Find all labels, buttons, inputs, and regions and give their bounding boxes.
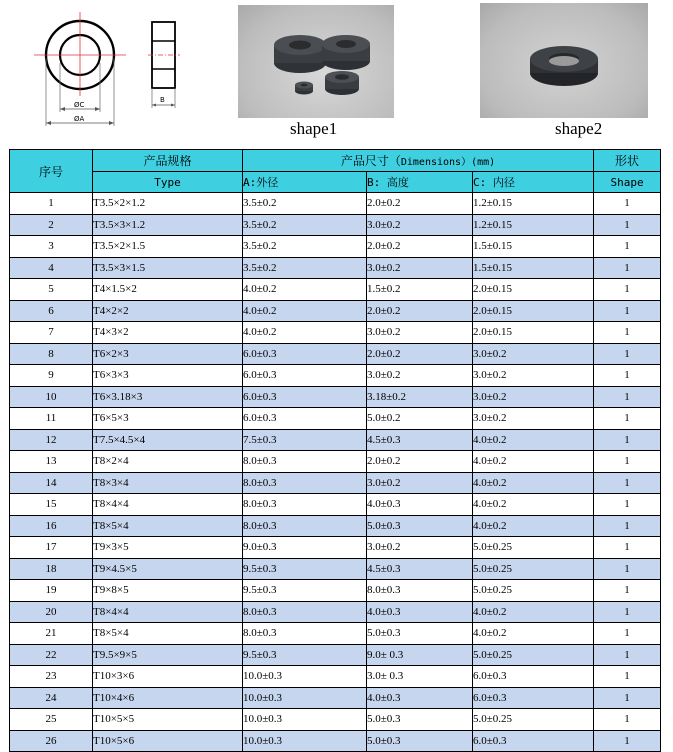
- table-row: [10, 580, 661, 602]
- type-cell: T10×3×6: [93, 666, 243, 688]
- row-number: 8: [10, 343, 93, 365]
- type-cell: T8×3×4: [93, 472, 243, 494]
- inner-diameter-cell: 1.2±0.15: [473, 193, 594, 215]
- height-cell: 5.0±0.3: [367, 709, 473, 731]
- outer-diameter-cell: 3.5±0.2: [243, 214, 367, 236]
- type-cell: T4×2×2: [93, 300, 243, 322]
- row-number: 4: [10, 257, 93, 279]
- inner-diameter-cell: 3.0±0.2: [473, 343, 594, 365]
- outer-diameter-cell: 8.0±0.3: [243, 601, 367, 623]
- table-row: [10, 236, 661, 258]
- table-row: [10, 687, 661, 709]
- height-cell: 9.0± 0.3: [367, 644, 473, 666]
- header-shape-en: Shape: [594, 172, 661, 193]
- outer-diameter-cell: 10.0±0.3: [243, 709, 367, 731]
- inner-diameter-cell: 4.0±0.2: [473, 494, 594, 516]
- toroid-spec-table: [9, 149, 661, 752]
- outer-diameter-cell: 7.5±0.3: [243, 429, 367, 451]
- type-cell: T6×5×3: [93, 408, 243, 430]
- outer-diameter-cell: 9.0±0.3: [243, 537, 367, 559]
- header-col-c: C: 内径: [473, 172, 594, 193]
- row-number: 17: [10, 537, 93, 559]
- row-number: 13: [10, 451, 93, 473]
- toroid-dimension-drawing: [30, 8, 220, 133]
- inner-diameter-cell: 3.0±0.2: [473, 408, 594, 430]
- row-number: 3: [10, 236, 93, 258]
- type-cell: T6×3.18×3: [93, 386, 243, 408]
- height-cell: 2.0±0.2: [367, 300, 473, 322]
- table-row: [10, 537, 661, 559]
- type-cell: T9.5×9×5: [93, 644, 243, 666]
- height-cell: 2.0±0.2: [367, 451, 473, 473]
- shape-cell: 1: [594, 537, 661, 559]
- shape-cell: 1: [594, 214, 661, 236]
- type-cell: T7.5×4.5×4: [93, 429, 243, 451]
- header-spec-cn: 产品规格: [93, 150, 243, 172]
- outer-diameter-cell: 8.0±0.3: [243, 623, 367, 645]
- table-row: [10, 214, 661, 236]
- table-row: [10, 386, 661, 408]
- shape-cell: 1: [594, 666, 661, 688]
- inner-diameter-cell: 4.0±0.2: [473, 472, 594, 494]
- inner-diameter-cell: 6.0±0.3: [473, 730, 594, 752]
- inner-diameter-cell: 1.5±0.15: [473, 257, 594, 279]
- outer-diameter-cell: 3.5±0.2: [243, 257, 367, 279]
- table-row: [10, 365, 661, 387]
- height-cell: 2.0±0.2: [367, 343, 473, 365]
- header-col-a: A:外径: [243, 172, 367, 193]
- table-row: [10, 343, 661, 365]
- height-cell: 5.0±0.3: [367, 623, 473, 645]
- dimension-b-label: B: [160, 96, 165, 104]
- inner-diameter-cell: 5.0±0.25: [473, 580, 594, 602]
- row-number: 1: [10, 193, 93, 215]
- height-cell: 5.0±0.3: [367, 730, 473, 752]
- shape-cell: 1: [594, 279, 661, 301]
- height-cell: 3.0±0.2: [367, 322, 473, 344]
- shape-cell: 1: [594, 558, 661, 580]
- dimension-a-label: ØA: [74, 115, 85, 123]
- table-row: [10, 709, 661, 731]
- header-col-b: B: 高度: [367, 172, 473, 193]
- row-number: 11: [10, 408, 93, 430]
- outer-diameter-cell: 3.5±0.2: [243, 193, 367, 215]
- inner-diameter-cell: 4.0±0.2: [473, 451, 594, 473]
- type-cell: T6×2×3: [93, 343, 243, 365]
- table-row: [10, 279, 661, 301]
- height-cell: 3.0±0.2: [367, 472, 473, 494]
- type-cell: T9×8×5: [93, 580, 243, 602]
- shape-cell: 1: [594, 236, 661, 258]
- outer-diameter-cell: 9.5±0.3: [243, 644, 367, 666]
- row-number: 26: [10, 730, 93, 752]
- shape-cell: 1: [594, 687, 661, 709]
- outer-diameter-cell: 8.0±0.3: [243, 451, 367, 473]
- header-dimensions: [243, 150, 594, 172]
- height-cell: 3.0± 0.3: [367, 666, 473, 688]
- height-cell: 3.0±0.2: [367, 537, 473, 559]
- inner-diameter-cell: 2.0±0.15: [473, 300, 594, 322]
- shape-cell: 1: [594, 623, 661, 645]
- type-cell: T10×4×6: [93, 687, 243, 709]
- row-number: 2: [10, 214, 93, 236]
- height-cell: 3.0±0.2: [367, 257, 473, 279]
- row-number: 10: [10, 386, 93, 408]
- inner-diameter-cell: 6.0±0.3: [473, 687, 594, 709]
- row-number: 14: [10, 472, 93, 494]
- row-number: 22: [10, 644, 93, 666]
- type-cell: T4×3×2: [93, 322, 243, 344]
- inner-diameter-cell: 2.0±0.15: [473, 322, 594, 344]
- row-number: 23: [10, 666, 93, 688]
- outer-diameter-cell: 8.0±0.3: [243, 515, 367, 537]
- row-number: 15: [10, 494, 93, 516]
- height-cell: 8.0±0.3: [367, 580, 473, 602]
- outer-diameter-cell: 10.0±0.3: [243, 687, 367, 709]
- table-row: [10, 644, 661, 666]
- inner-diameter-cell: 1.5±0.15: [473, 236, 594, 258]
- header-dimensions-en: Dimensions）(mm): [400, 157, 496, 168]
- outer-diameter-cell: 4.0±0.2: [243, 300, 367, 322]
- height-cell: 4.5±0.3: [367, 429, 473, 451]
- inner-diameter-cell: 1.2±0.15: [473, 214, 594, 236]
- row-number: 21: [10, 623, 93, 645]
- inner-diameter-cell: 3.0±0.2: [473, 386, 594, 408]
- outer-diameter-cell: 9.5±0.3: [243, 580, 367, 602]
- table-row: [10, 601, 661, 623]
- outer-diameter-cell: 6.0±0.3: [243, 365, 367, 387]
- shape-cell: 1: [594, 343, 661, 365]
- outer-diameter-cell: 6.0±0.3: [243, 408, 367, 430]
- height-cell: 3.0±0.2: [367, 365, 473, 387]
- type-cell: T9×4.5×5: [93, 558, 243, 580]
- inner-diameter-cell: 2.0±0.15: [473, 279, 594, 301]
- dimension-c-label: ØC: [74, 101, 85, 109]
- row-number: 7: [10, 322, 93, 344]
- table-row: [10, 408, 661, 430]
- height-cell: 2.0±0.2: [367, 193, 473, 215]
- shape-cell: 1: [594, 386, 661, 408]
- table-row: [10, 322, 661, 344]
- table-row: [10, 193, 661, 215]
- shape-cell: 1: [594, 193, 661, 215]
- table-row: [10, 666, 661, 688]
- type-cell: T8×5×4: [93, 623, 243, 645]
- inner-diameter-cell: 4.0±0.2: [473, 429, 594, 451]
- shape-cell: 1: [594, 730, 661, 752]
- header-dimensions-cn: 产品尺寸（: [340, 154, 401, 168]
- shape-cell: 1: [594, 451, 661, 473]
- shape-cell: 1: [594, 515, 661, 537]
- inner-diameter-cell: 4.0±0.2: [473, 515, 594, 537]
- table-row: [10, 558, 661, 580]
- outer-diameter-cell: 10.0±0.3: [243, 666, 367, 688]
- shape-cell: 1: [594, 429, 661, 451]
- type-cell: T10×5×6: [93, 730, 243, 752]
- inner-diameter-cell: 4.0±0.2: [473, 623, 594, 645]
- outer-diameter-cell: 8.0±0.3: [243, 494, 367, 516]
- table-row: [10, 623, 661, 645]
- row-number: 5: [10, 279, 93, 301]
- outer-diameter-cell: 4.0±0.2: [243, 279, 367, 301]
- inner-diameter-cell: 6.0±0.3: [473, 666, 594, 688]
- height-cell: 4.5±0.3: [367, 558, 473, 580]
- height-cell: 5.0±0.3: [367, 515, 473, 537]
- height-cell: 4.0±0.3: [367, 601, 473, 623]
- type-cell: T8×2×4: [93, 451, 243, 473]
- height-cell: 3.0±0.2: [367, 214, 473, 236]
- type-cell: T3.5×3×1.2: [93, 214, 243, 236]
- type-cell: T9×3×5: [93, 537, 243, 559]
- outer-diameter-cell: 8.0±0.3: [243, 472, 367, 494]
- shape-cell: 1: [594, 601, 661, 623]
- outer-diameter-cell: 6.0±0.3: [243, 386, 367, 408]
- shape-cell: 1: [594, 644, 661, 666]
- shape1-caption: shape1: [290, 119, 338, 138]
- inner-diameter-cell: 4.0±0.2: [473, 601, 594, 623]
- row-number: 16: [10, 515, 93, 537]
- type-cell: T8×4×4: [93, 494, 243, 516]
- inner-diameter-cell: 5.0±0.25: [473, 709, 594, 731]
- row-number: 24: [10, 687, 93, 709]
- table-row: [10, 515, 661, 537]
- header-shape-cn: 形状: [594, 150, 661, 172]
- type-cell: T8×4×4: [93, 601, 243, 623]
- table-row: [10, 494, 661, 516]
- outer-diameter-cell: 4.0±0.2: [243, 322, 367, 344]
- row-number: 25: [10, 709, 93, 731]
- row-number: 12: [10, 429, 93, 451]
- type-cell: T6×3×3: [93, 365, 243, 387]
- height-cell: 5.0±0.2: [367, 408, 473, 430]
- shape-cell: 1: [594, 322, 661, 344]
- type-cell: T10×5×5: [93, 709, 243, 731]
- row-number: 20: [10, 601, 93, 623]
- row-number: 6: [10, 300, 93, 322]
- inner-diameter-cell: 5.0±0.25: [473, 644, 594, 666]
- table-row: [10, 730, 661, 752]
- row-number: 9: [10, 365, 93, 387]
- header-spec-en: Type: [93, 172, 243, 193]
- table-row: [10, 472, 661, 494]
- outer-diameter-cell: 10.0±0.3: [243, 730, 367, 752]
- height-cell: 4.0±0.3: [367, 687, 473, 709]
- shape-cell: 1: [594, 472, 661, 494]
- inner-diameter-cell: 3.0±0.2: [473, 365, 594, 387]
- shape-cell: 1: [594, 709, 661, 731]
- shape2-photo: [480, 3, 648, 118]
- type-cell: T3.5×2×1.2: [93, 193, 243, 215]
- height-cell: 2.0±0.2: [367, 236, 473, 258]
- spec-table-body: [10, 193, 661, 752]
- height-cell: 3.18±0.2: [367, 386, 473, 408]
- shape-cell: 1: [594, 365, 661, 387]
- row-number: 18: [10, 558, 93, 580]
- shape-cell: 1: [594, 408, 661, 430]
- shape1-photo: [238, 5, 394, 118]
- inner-diameter-cell: 5.0±0.25: [473, 537, 594, 559]
- header-no: 序号: [10, 150, 93, 193]
- row-number: 19: [10, 580, 93, 602]
- outer-diameter-cell: 6.0±0.3: [243, 343, 367, 365]
- type-cell: T3.5×2×1.5: [93, 236, 243, 258]
- outer-diameter-cell: 9.5±0.3: [243, 558, 367, 580]
- type-cell: T4×1.5×2: [93, 279, 243, 301]
- height-cell: 1.5±0.2: [367, 279, 473, 301]
- shape2-caption: shape2: [555, 119, 603, 138]
- table-row: [10, 451, 661, 473]
- table-row: [10, 429, 661, 451]
- table-row: [10, 257, 661, 279]
- inner-diameter-cell: 5.0±0.25: [473, 558, 594, 580]
- table-row: [10, 300, 661, 322]
- shape-cell: 1: [594, 580, 661, 602]
- outer-diameter-cell: 3.5±0.2: [243, 236, 367, 258]
- shape-cell: 1: [594, 300, 661, 322]
- height-cell: 4.0±0.3: [367, 494, 473, 516]
- shape-cell: 1: [594, 494, 661, 516]
- shape-cell: 1: [594, 257, 661, 279]
- type-cell: T3.5×3×1.5: [93, 257, 243, 279]
- type-cell: T8×5×4: [93, 515, 243, 537]
